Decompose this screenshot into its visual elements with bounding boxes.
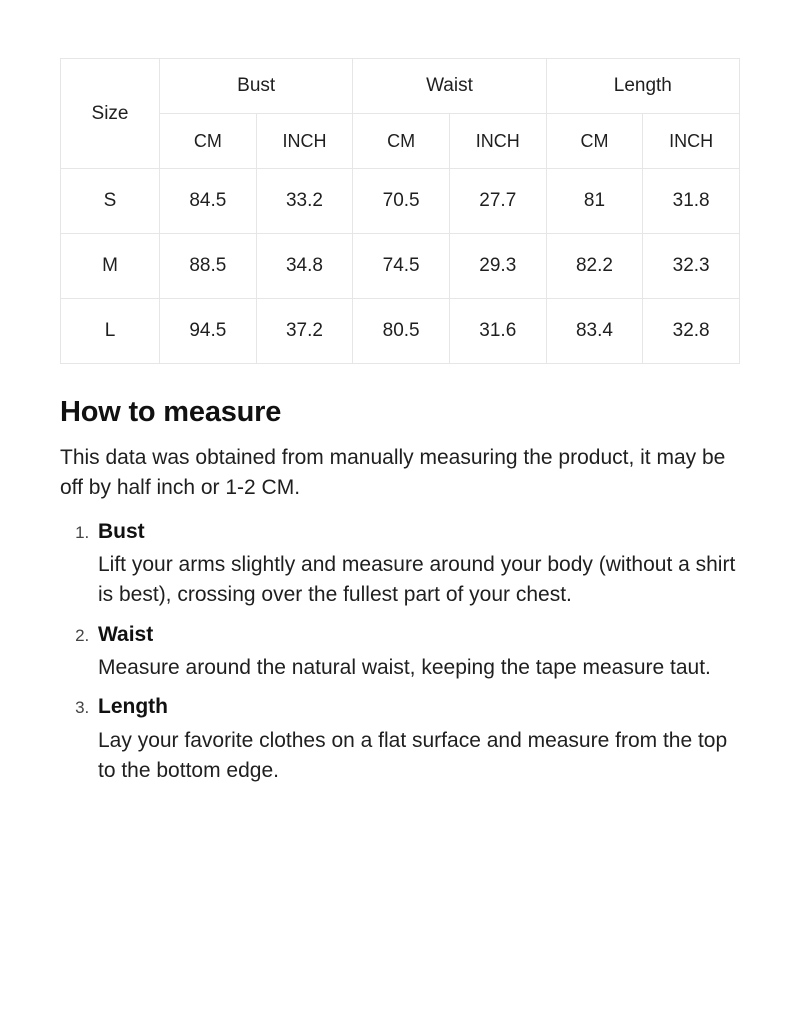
step-title-waist: 2. Waist [98, 622, 154, 646]
column-header-bust-inch: INCH [256, 114, 353, 169]
cell-bust-inch: 37.2 [256, 299, 353, 364]
list-item [94, 621, 740, 684]
step-body-waist: Measure around the natural waist, keeping the tape measure taut. [98, 656, 711, 680]
table-row [61, 169, 740, 234]
cell-waist-inch: 31.6 [449, 299, 546, 364]
measurement-disclaimer: This data was obtained from manually measuring the product, it may be off by half inch or 1-2 CM. [60, 446, 726, 500]
cell-length-cm: 82.2 [546, 234, 643, 299]
cell-length-cm: 81 [546, 169, 643, 234]
cell-waist-inch: 27.7 [449, 169, 546, 234]
cell-length-cm: 83.4 [546, 299, 643, 364]
cell-waist-cm: 74.5 [353, 234, 450, 299]
column-group-waist: Waist [353, 59, 546, 114]
cell-length-inch: 32.8 [643, 299, 740, 364]
cell-bust-cm: 94.5 [160, 299, 257, 364]
step-body-length: Lay your favorite clothes on a flat surface and measure from the top to the bottom edge. [98, 728, 728, 782]
cell-size: M [61, 234, 160, 299]
column-header-waist-inch: INCH [449, 114, 546, 169]
table-row [61, 299, 740, 364]
cell-bust-cm: 84.5 [160, 169, 257, 234]
measurement-steps-list [60, 518, 740, 786]
step-title-length: 3. Length [98, 695, 168, 719]
cell-length-inch: 31.8 [643, 169, 740, 234]
table-row [61, 234, 740, 299]
step-title-bust: 1. Bust [98, 519, 145, 543]
table-header-row-units [61, 114, 740, 169]
cell-length-inch: 32.3 [643, 234, 740, 299]
cell-bust-cm: 88.5 [160, 234, 257, 299]
cell-size: L [61, 299, 160, 364]
size-chart-table [60, 58, 740, 364]
column-group-bust: Bust [160, 59, 353, 114]
column-header-bust-cm: CM [160, 114, 257, 169]
cell-bust-inch: 34.8 [256, 234, 353, 299]
column-header-length-cm: CM [546, 114, 643, 169]
size-chart-body [61, 169, 740, 364]
list-item [94, 518, 740, 611]
column-group-length: Length [546, 59, 739, 114]
column-header-length-inch: INCH [643, 114, 740, 169]
size-chart-header [61, 59, 740, 169]
column-header-waist-cm: CM [353, 114, 450, 169]
cell-bust-inch: 33.2 [256, 169, 353, 234]
column-header-size: Size [61, 59, 160, 169]
cell-waist-cm: 80.5 [353, 299, 450, 364]
cell-size: S [61, 169, 160, 234]
step-body-bust: Lift your arms slightly and measure around your body (without a shirt is best), crossing over the fullest part of your chest. [98, 553, 736, 607]
cell-waist-cm: 70.5 [353, 169, 450, 234]
table-header-row-groups [61, 59, 740, 114]
list-item [94, 693, 740, 786]
page-title: How to measure [60, 396, 282, 428]
cell-waist-inch: 29.3 [449, 234, 546, 299]
